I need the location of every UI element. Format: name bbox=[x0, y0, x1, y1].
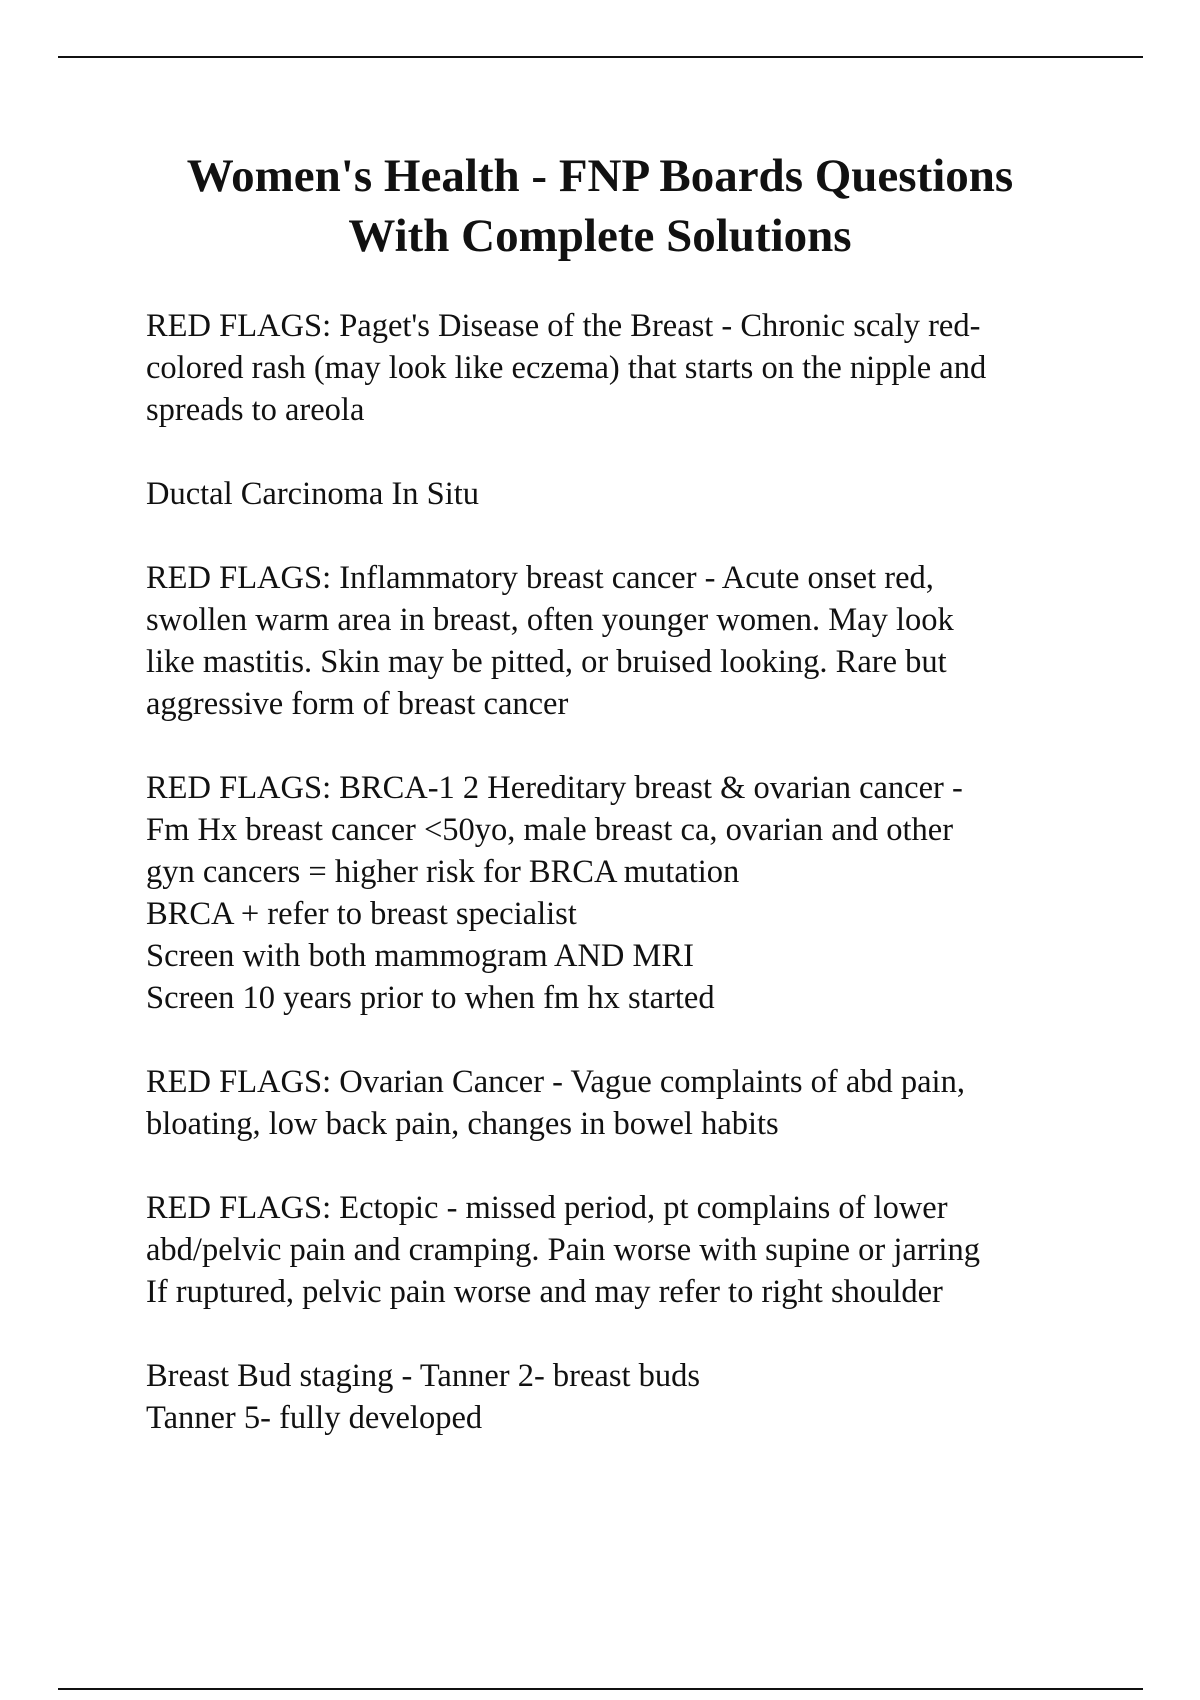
text-line: like mastitis. Skin may be pitted, or bruised looking. Rare but bbox=[146, 644, 947, 680]
text-line: RED FLAGS: Paget's Disease of the Breast - Chronic scaly red- bbox=[146, 308, 981, 344]
document-body bbox=[146, 305, 1106, 1481]
paragraph-ectopic bbox=[146, 1187, 1106, 1313]
page-title bbox=[100, 146, 1100, 266]
text-line: RED FLAGS: Ovarian Cancer - Vague complaints of abd pain, bbox=[146, 1064, 965, 1100]
bottom-rule bbox=[58, 1688, 1143, 1690]
text-line: BRCA + refer to breast specialist bbox=[146, 896, 577, 932]
paragraph-ovarian-cancer bbox=[146, 1061, 1106, 1145]
text-line: Ductal Carcinoma In Situ bbox=[146, 476, 480, 512]
text-line: bloating, low back pain, changes in bowel habits bbox=[146, 1106, 779, 1142]
title-line: With Complete Solutions bbox=[348, 210, 852, 262]
text-line: Breast Bud staging - Tanner 2- breast buds bbox=[146, 1358, 701, 1394]
title-line: Women's Health - FNP Boards Questions bbox=[186, 150, 1014, 202]
text-line: colored rash (may look like eczema) that starts on the nipple and bbox=[146, 350, 987, 386]
text-line: swollen warm area in breast, often younger women. May look bbox=[146, 602, 954, 638]
paragraph-inflammatory-breast-cancer bbox=[146, 557, 1106, 725]
text-line: Screen with both mammogram AND MRI bbox=[146, 938, 694, 974]
paragraph-pagets-disease bbox=[146, 305, 1106, 431]
text-line: RED FLAGS: Inflammatory breast cancer - Acute onset red, bbox=[146, 560, 934, 596]
top-rule bbox=[58, 56, 1143, 58]
text-line: abd/pelvic pain and cramping. Pain worse with supine or jarring bbox=[146, 1232, 980, 1268]
text-line: aggressive form of breast cancer bbox=[146, 686, 569, 722]
text-line: gyn cancers = higher risk for BRCA mutation bbox=[146, 854, 740, 890]
text-line: RED FLAGS: BRCA-1 2 Hereditary breast & ovarian cancer - bbox=[146, 770, 963, 806]
text-line: Fm Hx breast cancer <50yo, male breast ca, ovarian and other bbox=[146, 812, 954, 848]
paragraph-brca bbox=[146, 767, 1106, 1019]
text-line: If ruptured, pelvic pain worse and may refer to right shoulder bbox=[146, 1274, 943, 1310]
text-line: spreads to areola bbox=[146, 392, 365, 428]
paragraph-dcis bbox=[146, 473, 1106, 515]
text-line: Screen 10 years prior to when fm hx started bbox=[146, 980, 715, 1016]
paragraph-breast-bud-staging bbox=[146, 1355, 1106, 1439]
text-line: RED FLAGS: Ectopic - missed period, pt complains of lower bbox=[146, 1190, 948, 1226]
text-line: Tanner 5- fully developed bbox=[146, 1400, 483, 1436]
